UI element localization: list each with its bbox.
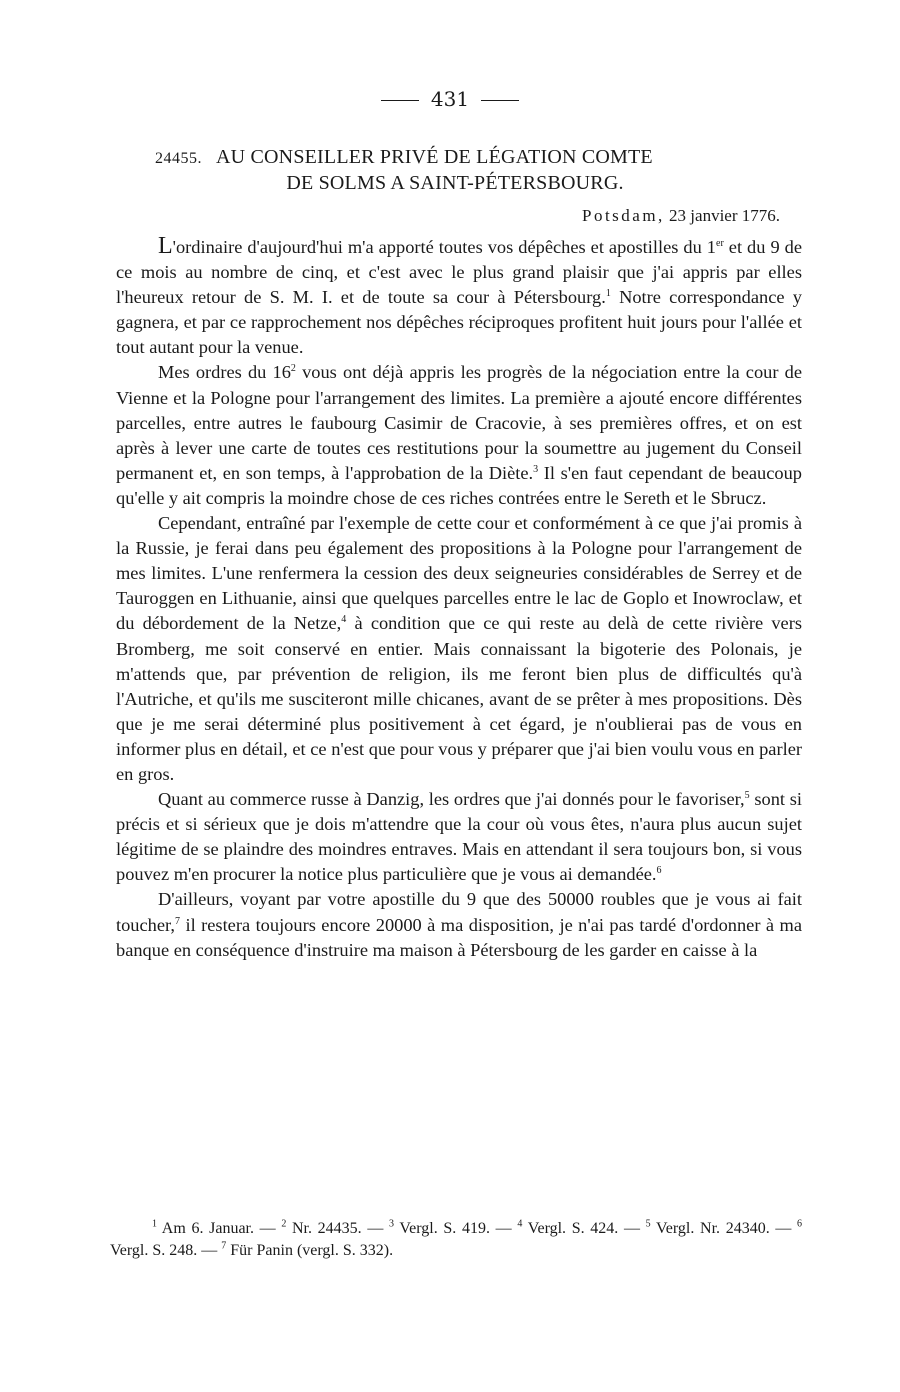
footnote-ref: 4 xyxy=(341,614,347,626)
paragraph-text: Notre correspondance y gagnera, et par ce rapprochement nos dépêches réciproques profitent huit jours pour l'allée et tout autant pour la venue. xyxy=(116,287,802,358)
superscript: er xyxy=(716,237,724,249)
footnote-ref: 7 xyxy=(175,915,181,927)
paragraph-4 xyxy=(116,787,802,887)
paragraph-text: sont si précis et si sérieux que je dois m'attendre que la cour où vous êtes, n'aura plus aucun sujet légitime de se plaindre des moindres entraves. Mais en attendant il sera toujours bon, si vous pouvez m'en procurer la notice plus particulière que je vous ai demandée. xyxy=(116,789,803,885)
paragraph-text: Il s'en faut cependant de beaucoup qu'elle y ait compris la moindre chose de ces riches contrées entre le Sereth et le Sbrucz. xyxy=(116,462,802,508)
footnote-ref: 5 xyxy=(744,789,750,801)
footnote-text: Vergl. S. 248. — xyxy=(110,1242,222,1259)
drop-cap: L xyxy=(158,233,173,259)
right-rule xyxy=(481,100,519,101)
footnote-text: Für Panin (vergl. S. 332). xyxy=(226,1242,394,1259)
footnote-marker: 7 xyxy=(221,1240,227,1252)
footnotes xyxy=(110,1218,802,1262)
paragraph-text: 'ordinaire d'aujourd'hui m'a apporté toutes vos dépêches et apostilles du 1 xyxy=(172,237,716,257)
paragraph-text: il restera toujours encore 20000 à ma disposition, je n'ai pas tardé d'ordonner à ma banque en conséquence d'instruire ma maison à Pétersbourg de les garder en caisse à la xyxy=(116,914,802,960)
paragraph-3 xyxy=(116,511,802,787)
paragraph-text: vous ont déjà appris les progrès de la négociation entre la cour de Vienne et la Pologne pour l'arrangement des limites. La première a ajouté encore différentes parcelles, entre autres le faubourg Casimir de Cracovie, à ses premières offres, et on est après à lever une carte de toutes ces restitutions pour la soumettre au jugement du Conseil permanent et, en son temps, à l'approbation de la Diète. xyxy=(116,362,802,483)
footnote-marker: 1 xyxy=(152,1218,157,1230)
footnote-ref: 3 xyxy=(533,463,539,475)
footnote-marker: 3 xyxy=(389,1218,394,1230)
letter-body xyxy=(116,234,802,963)
paragraph-1 xyxy=(116,234,802,360)
letter-title-line1: AU CONSEILLER PRIVÉ DE LÉGATION COMTE xyxy=(216,146,653,168)
footnote-text: Vergl. S. 419. — xyxy=(394,1220,518,1237)
paragraph-text: Cependant, entraîné par l'exemple de cette cour et conformément à ce que j'ai promis à la Russie, je ferai dans peu également des propositions à la Pologne pour l'arrangement de mes limites. L'une renfermera la cession des deux seigneuries considérables de Serrey et de Tauroggen en Lithuanie, ainsi que quelques parcelles entre le lac de Goplo et Inowroclaw, et du débordement de la Netze, xyxy=(116,513,802,634)
paragraph-text: Quant au commerce russe à Danzig, les ordres que j'ai donnés pour le favoriser, xyxy=(158,789,745,810)
footnote-text: Am 6. Januar. — xyxy=(157,1220,282,1237)
left-rule xyxy=(381,100,419,101)
paragraph-text: à condition que ce qui reste au delà de cette rivière vers Bromberg, me soit conservé en entier. Mais connaissant la bigoterie des Polonais, je m'attends que, par prévention de religion, ils me feront bien plus de difficultés qu'à l'Autriche, et qu'ils me susciteront mille chicanes, avant de se prêter à mes propositions. Dès que je me serai déterminé plus positivement à cet égard, je n'oublierai pas de vous en informer plus en détail, et ce n'est que pour vous y préparer que j'ai bien voulu vous en parler en gros. xyxy=(116,613,802,784)
footnote-marker: 4 xyxy=(517,1218,523,1230)
footnote-marker: 6 xyxy=(797,1218,803,1230)
footnote-text: Vergl. Nr. 24340. — xyxy=(650,1220,798,1237)
paragraph-text: et du 9 de ce mois au nombre de cinq, et c'est avec le plus grand plaisir que j'ai appris par elles l'heureux retour de S. M. I. et de toute sa cour à Pétersbourg. xyxy=(116,237,802,308)
footnote-marker: 2 xyxy=(281,1218,287,1230)
paragraph-text: D'ailleurs, voyant par votre apostille du 9 que des 50000 roubles que je vous ai fait toucher, xyxy=(116,889,802,935)
page-number: 431 xyxy=(430,87,470,111)
paragraph-2 xyxy=(116,360,802,511)
footnote-ref: 1 xyxy=(605,288,611,300)
dateline-date: 23 janvier 1776. xyxy=(669,206,780,225)
footnote-marker: 5 xyxy=(645,1218,651,1230)
paragraph-5 xyxy=(116,887,802,962)
footnote-text: Nr. 24435. — xyxy=(286,1220,389,1237)
page-header xyxy=(0,86,900,112)
dateline xyxy=(582,205,780,227)
letter-title-line2: DE SOLMS A SAINT-PÉTERSBOURG. xyxy=(286,172,624,194)
footnote-ref: 2 xyxy=(290,363,296,375)
footnote-text: Vergl. S. 424. — xyxy=(522,1220,646,1237)
letter-heading xyxy=(155,145,775,195)
paragraph-text: Mes ordres du 16 xyxy=(158,362,291,383)
dateline-place: Potsdam, xyxy=(581,206,665,225)
letter-number: 24455. xyxy=(155,150,202,167)
footnote-ref: 6 xyxy=(656,865,662,877)
